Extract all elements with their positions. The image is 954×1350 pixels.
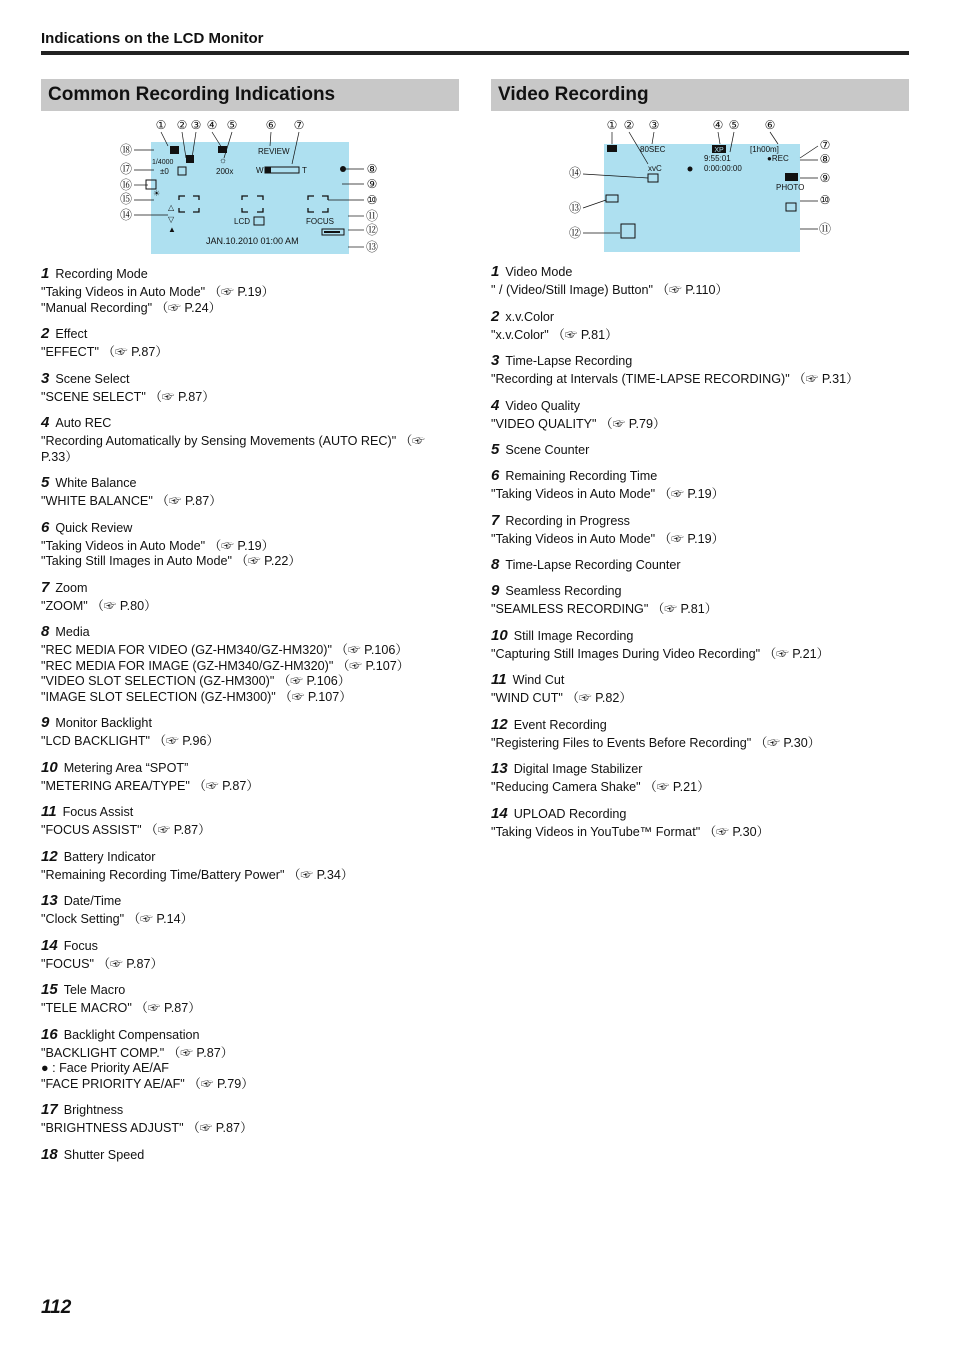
item-label: Still Image Recording — [513, 628, 634, 643]
item-heading — [41, 474, 461, 491]
item-reference: ● : Face Priority AE/AF — [41, 1061, 169, 1075]
page-number: 112 — [41, 1297, 72, 1318]
callout-1: ① — [155, 118, 167, 132]
seamless-icon — [785, 173, 798, 181]
callout-7: ⑦ — [819, 138, 831, 152]
item-reference: "IMAGE SLOT SELECTION (GZ-HM300)" （☞ P.107） — [41, 689, 352, 704]
list-item — [491, 512, 911, 548]
item-reference: "BACKLIGHT COMP." （☞ P.87） — [41, 1045, 234, 1060]
item-heading — [41, 1146, 461, 1163]
item-number: 3 — [491, 352, 500, 369]
item-reference: "Clock Setting" （☞ P.14） — [41, 912, 194, 926]
item-reference: "SEAMLESS RECORDING" （☞ P.81） — [491, 602, 718, 616]
item-number: 15 — [41, 981, 58, 998]
item-heading — [41, 265, 461, 282]
item-number: 16 — [41, 1025, 58, 1043]
item-heading — [41, 519, 461, 536]
callout-16: ⑯ — [119, 178, 133, 192]
white-balance-icon: ☼ — [218, 155, 228, 165]
list-item — [41, 265, 461, 316]
scene-counter: 9:55:01 — [704, 154, 731, 163]
item-reference: "METERING AREA/TYPE" （☞ P.87） — [41, 778, 259, 793]
video-indications-list — [491, 263, 911, 849]
item-label: Effect — [55, 327, 88, 341]
item-label: Remaining Recording Time — [505, 469, 658, 483]
callout-2: ② — [623, 118, 635, 132]
item-reference: "Manual Recording" （☞ P.24） — [41, 300, 222, 315]
callout-10: ⑩ — [819, 193, 831, 207]
item-label: Battery Indicator — [63, 849, 156, 864]
callout-13: ⑬ — [568, 201, 582, 215]
item-label: Auto REC — [55, 416, 112, 430]
list-item — [491, 441, 911, 458]
callout-6: ⑥ — [764, 118, 776, 132]
callout-3: ③ — [648, 118, 660, 132]
item-reference: "Taking Videos in Auto Mode" （☞ P.19） — [491, 487, 725, 501]
header-rule — [41, 51, 909, 55]
item-number: 13 — [491, 760, 508, 777]
callout-18: ⑱ — [119, 143, 133, 157]
item-heading — [491, 352, 911, 369]
list-item — [41, 579, 461, 615]
item-label: Seamless Recording — [505, 584, 622, 598]
list-item — [41, 937, 461, 973]
recording-mode-icon — [170, 146, 179, 154]
item-reference: "Taking Still Images in Auto Mode" （☞ P.22） — [41, 554, 302, 568]
focus-near-icon: ▲ — [168, 225, 176, 234]
item-label: Focus — [63, 938, 98, 953]
list-item — [41, 981, 461, 1017]
item-number: 7 — [41, 578, 50, 596]
item-number: 14 — [491, 804, 508, 822]
item-heading — [41, 325, 461, 342]
effect-icon — [186, 155, 194, 163]
item-number: 5 — [491, 441, 500, 458]
list-item — [41, 759, 461, 795]
item-heading — [41, 892, 461, 909]
video-mode-icon — [607, 145, 617, 152]
item-number: 1 — [491, 263, 500, 280]
photo-label: PHOTO — [776, 183, 805, 192]
item-number: 10 — [491, 626, 508, 644]
section-title-video: Video Recording — [491, 79, 909, 111]
item-number: 11 — [491, 671, 507, 688]
zoom-w: W — [256, 166, 264, 175]
list-item — [41, 414, 461, 465]
callout-12: ⑫ — [568, 226, 582, 240]
item-label: Recording in Progress — [505, 513, 630, 528]
item-number: 5 — [41, 474, 50, 491]
item-label: Focus Assist — [62, 805, 134, 819]
item-heading — [41, 370, 461, 387]
item-heading — [491, 627, 911, 644]
item-number: 4 — [41, 414, 50, 431]
list-item — [41, 892, 461, 928]
item-heading — [491, 760, 911, 777]
item-number: 7 — [491, 511, 500, 529]
zoom-value: 200x — [216, 167, 234, 176]
list-item — [41, 848, 461, 884]
item-number: 12 — [41, 847, 58, 865]
callout-14: ⑭ — [568, 166, 582, 180]
battery-level — [324, 231, 340, 233]
item-number: 13 — [41, 892, 58, 909]
item-number: 18 — [41, 1145, 58, 1163]
list-item — [491, 805, 911, 841]
list-item — [491, 582, 911, 618]
callout-5: ⑤ — [226, 118, 238, 132]
item-label: Brightness — [63, 1103, 124, 1117]
list-item — [41, 623, 461, 705]
item-heading — [491, 263, 911, 280]
item-label: Recording Mode — [55, 267, 148, 281]
item-reference: "Taking Videos in Auto Mode" （☞ P.19） — [41, 538, 275, 553]
media-icon — [340, 166, 346, 172]
item-heading — [41, 1026, 461, 1043]
brightness-value: ±0 — [160, 167, 169, 176]
item-label: Date/Time — [63, 894, 122, 908]
item-reference: "Recording Automatically by Sensing Movements (AUTO REC)" （☞ — [41, 434, 425, 448]
list-item — [491, 760, 911, 796]
item-reference: "FACE PRIORITY AE/AF" （☞ P.79） — [41, 1076, 254, 1091]
xvcolor-label: xvC — [648, 164, 662, 173]
item-reference: "Reducing Camera Shake" （☞ P.21） — [491, 780, 710, 794]
item-heading — [491, 397, 911, 414]
item-reference: "EFFECT" （☞ P.87） — [41, 345, 168, 359]
callout-7: ⑦ — [293, 118, 305, 132]
item-label: Scene Counter — [505, 443, 590, 457]
item-label: Quick Review — [55, 520, 133, 535]
focus-icon: ▽ — [168, 215, 175, 224]
list-item — [491, 397, 911, 433]
review-label: REVIEW — [258, 147, 290, 156]
list-item — [41, 1101, 461, 1137]
callout-5: ⑤ — [728, 118, 740, 132]
callout-12: ⑫ — [365, 223, 379, 237]
list-item — [491, 308, 911, 344]
list-item — [41, 325, 461, 361]
shutter-speed: 1/4000 — [152, 159, 174, 166]
item-heading — [491, 556, 911, 573]
list-item — [41, 519, 461, 570]
list-item — [41, 1146, 461, 1163]
callout-11: ⑪ — [818, 222, 832, 236]
item-label: Media — [55, 625, 90, 639]
item-label: Wind Cut — [512, 673, 565, 687]
backlight-icon: ☀ — [153, 189, 161, 198]
callout-9: ⑨ — [819, 171, 831, 185]
item-reference: P.33） — [41, 449, 78, 464]
item-label: Event Recording — [513, 717, 607, 732]
callout-4: ④ — [206, 118, 218, 132]
item-reference: "TELE MACRO" （☞ P.87） — [41, 1001, 201, 1015]
item-number: 8 — [491, 556, 500, 573]
callout-14: ⑭ — [119, 208, 133, 222]
item-label: Digital Image Stabilizer — [513, 762, 643, 776]
item-label: White Balance — [55, 476, 137, 490]
item-label: Monitor Backlight — [55, 716, 152, 730]
item-heading — [41, 759, 461, 776]
item-reference: "REC MEDIA FOR VIDEO (GZ-HM340/GZ-HM320)" （☞ P.106） — [41, 643, 409, 657]
item-number: 4 — [491, 396, 500, 414]
item-reference: "WIND CUT" （☞ P.82） — [491, 691, 632, 705]
remaining-time: [1h00m] — [750, 145, 779, 154]
item-number: 9 — [491, 582, 500, 599]
callout-17: ⑰ — [119, 162, 133, 176]
item-heading — [491, 582, 911, 599]
item-label: Metering Area “SPOT” — [63, 760, 189, 775]
item-heading — [491, 441, 911, 458]
datetime: JAN.10.2010 01:00 AM — [206, 236, 299, 246]
item-heading — [41, 579, 461, 596]
list-item — [41, 714, 461, 750]
list-item — [41, 370, 461, 406]
item-heading — [41, 848, 461, 865]
item-heading — [491, 512, 911, 529]
callout-11: ⑪ — [365, 209, 379, 223]
item-number: 17 — [41, 1101, 58, 1118]
focus-assist-label: FOCUS — [306, 217, 334, 226]
item-heading — [41, 981, 461, 998]
item-reference: "Capturing Still Images During Video Recording" （☞ P.21） — [491, 646, 830, 661]
item-label: Backlight Compensation — [63, 1027, 200, 1042]
item-label: Video Quality — [505, 398, 581, 413]
tele-macro-icon: △ — [168, 203, 175, 212]
item-number: 2 — [491, 307, 500, 325]
item-heading — [491, 467, 911, 484]
item-number: 2 — [41, 325, 50, 342]
timelapse-counter: 0:00:00:00 — [704, 164, 742, 173]
item-heading — [41, 714, 461, 731]
page-header: Indications on the LCD Monitor — [41, 30, 264, 47]
item-reference: "Remaining Recording Time/Battery Power" （☞ P.34） — [41, 867, 354, 882]
item-heading — [41, 937, 461, 954]
callout-13: ⑬ — [365, 240, 379, 254]
list-item — [491, 671, 911, 707]
item-reference: "Taking Videos in Auto Mode" （☞ P.19） — [491, 531, 725, 546]
item-heading — [491, 805, 911, 822]
item-reference: " / (Video/Still Image) Button" （☞ P.110） — [491, 283, 729, 297]
callout-8: ⑧ — [819, 152, 831, 166]
list-item — [491, 352, 911, 388]
video-lcd-diagram — [562, 114, 842, 258]
item-number: 3 — [41, 369, 50, 387]
item-reference: "BRIGHTNESS ADJUST" （☞ P.87） — [41, 1121, 253, 1135]
zoom-bar-fill — [265, 167, 271, 173]
item-reference: "x.v.Color" （☞ P.81） — [491, 327, 618, 342]
item-reference: "WHITE BALANCE" （☞ P.87） — [41, 494, 222, 508]
item-label: Scene Select — [55, 371, 130, 386]
item-number: 12 — [491, 715, 508, 733]
item-number: 6 — [491, 467, 500, 484]
callout-10: ⑩ — [366, 193, 378, 207]
item-reference: "LCD BACKLIGHT" （☞ P.96） — [41, 734, 220, 748]
item-label: Shutter Speed — [63, 1147, 145, 1162]
item-reference: "VIDEO QUALITY" （☞ P.79） — [491, 416, 666, 431]
list-item — [41, 1026, 461, 1093]
list-item — [491, 263, 911, 299]
item-number: 14 — [41, 936, 58, 954]
item-reference: "FOCUS ASSIST" （☞ P.87） — [41, 823, 211, 837]
item-label: x.v.Color — [505, 309, 555, 324]
item-number: 9 — [41, 714, 50, 731]
item-reference: "REC MEDIA FOR IMAGE (GZ-HM340/GZ-HM320)" （☞ P.107） — [41, 658, 410, 673]
rec-indicator: ●REC — [767, 154, 789, 163]
item-heading — [41, 414, 461, 431]
item-number: 8 — [41, 623, 50, 640]
list-item — [491, 556, 911, 573]
common-indications-list — [41, 265, 461, 1172]
item-reference: "ZOOM" （☞ P.80） — [41, 598, 157, 613]
media-icon — [688, 167, 693, 172]
item-label: Zoom — [55, 580, 88, 595]
item-reference: "FOCUS" （☞ P.87） — [41, 956, 164, 971]
timelapse-value: 80SEC — [640, 145, 666, 154]
item-heading — [491, 308, 911, 325]
item-label: Time-Lapse Recording — [505, 354, 633, 368]
callout-2: ② — [176, 118, 188, 132]
item-heading — [41, 803, 461, 820]
callout-15: ⑮ — [119, 192, 133, 206]
callout-1: ① — [606, 118, 618, 132]
common-lcd-diagram — [110, 114, 390, 258]
list-item — [41, 803, 461, 839]
item-reference: "VIDEO SLOT SELECTION (GZ-HM300)" （☞ P.106） — [41, 674, 351, 688]
callout-8: ⑧ — [366, 162, 378, 176]
list-item — [41, 474, 461, 510]
list-item — [491, 467, 911, 503]
zoom-t: T — [302, 166, 307, 175]
section-title-common: Common Recording Indications — [41, 79, 459, 111]
callout-6: ⑥ — [265, 118, 277, 132]
callout-3: ③ — [190, 118, 202, 132]
item-reference: "Taking Videos in YouTube™ Format" （☞ P.30） — [491, 824, 770, 839]
callout-9: ⑨ — [366, 177, 378, 191]
lcd-backlight-label: LCD — [234, 217, 251, 226]
item-heading — [41, 623, 461, 640]
auto-rec-icon — [218, 146, 227, 153]
list-item — [491, 716, 911, 752]
item-reference: "Recording at Intervals (TIME-LAPSE RECORDING)" （☞ P.31） — [491, 372, 859, 386]
item-number: 1 — [41, 265, 50, 282]
item-label: Time-Lapse Recording Counter — [505, 558, 681, 572]
item-heading — [491, 671, 911, 688]
item-number: 11 — [41, 803, 57, 820]
list-item — [491, 627, 911, 663]
item-reference: "Taking Videos in Auto Mode" （☞ P.19） — [41, 285, 275, 299]
item-label: Tele Macro — [63, 983, 126, 997]
item-number: 6 — [41, 518, 50, 536]
callout-4: ④ — [712, 118, 724, 132]
item-number: 10 — [41, 758, 58, 776]
item-heading — [491, 716, 911, 733]
quality-label: XP — [714, 147, 724, 154]
item-label: UPLOAD Recording — [513, 806, 627, 821]
item-reference: "Registering Files to Events Before Recording" （☞ P.30） — [491, 735, 821, 750]
item-label: Video Mode — [505, 265, 573, 279]
item-reference: "SCENE SELECT" （☞ P.87） — [41, 389, 215, 404]
item-heading — [41, 1101, 461, 1118]
